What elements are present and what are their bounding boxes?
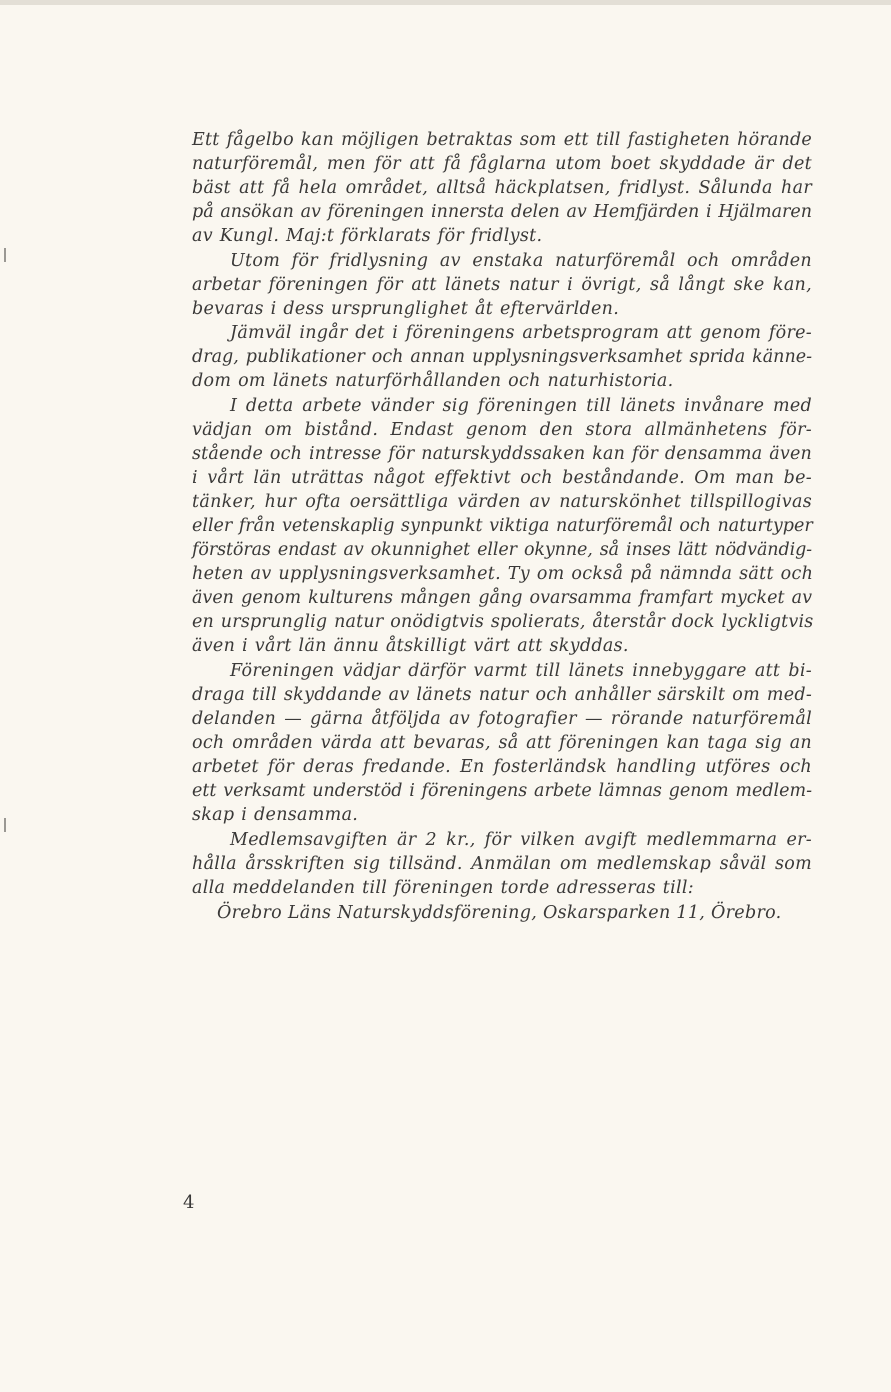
text-line: naturföremål, men för att få fåglarna utom boet skyddade är det — [192, 154, 812, 174]
text-line: av Kungl. Maj:t förklarats för fridlyst. — [192, 226, 543, 246]
text-line: skap i densamma. — [192, 805, 359, 825]
paragraph-start-line: Föreningen vädjar därför varmt till länets innebyggare att bi- — [230, 661, 812, 681]
paragraph-start-line: I detta arbete vänder sig föreningen till länets invånare med — [230, 396, 812, 416]
text-line: även genom kulturens mången gång ovarsamma framfart mycket av — [192, 588, 812, 608]
text-line: tänker, hur ofta oersättliga värden av naturskönhet tillspillogivas — [192, 492, 812, 512]
text-line: förstöras endast av okunnighet eller okynne, så inses lätt nödvändig- — [192, 540, 812, 560]
margin-mark — [4, 818, 6, 832]
text-line: en ursprunglig natur onödigtvis spolierats, återstår dock lyckligtvis — [192, 612, 814, 632]
text-line: draga till skyddande av länets natur och anhåller särskilt om med- — [192, 685, 813, 705]
text-line: eller från vetenskaplig synpunkt viktiga naturföremål och naturtyper — [192, 516, 813, 536]
paragraph-start-line: Medlemsavgiften är 2 kr., för vilken avgift medlemmarna er- — [230, 830, 812, 850]
text-line: och områden värda att bevaras, så att föreningen kan taga sig an — [192, 733, 812, 753]
text-line: även i vårt län ännu åtskilligt värt att skyddas. — [192, 636, 629, 656]
text-line: arbetar föreningen för att länets natur i övrigt, så långt ske kan, — [192, 275, 812, 295]
text-line: vädjan om bistånd. Endast genom den stora allmänhetens för- — [192, 420, 812, 440]
text-line: delanden — gärna åtföljda av fotografier — rörande naturföremål — [192, 709, 812, 729]
text-line: Ett fågelbo kan möjligen betraktas som ett till fastigheten hörande — [192, 130, 812, 150]
page-number: 4 — [183, 1192, 195, 1213]
text-line: stående och intresse för naturskyddssaken kan för densamma även — [192, 444, 812, 464]
text-line: dom om länets naturförhållanden och naturhistoria. — [192, 371, 674, 391]
text-line: drag, publikationer och annan upplysningsverksamhet sprida känne- — [192, 347, 812, 367]
text-line: på ansökan av föreningen innersta delen av Hemfjärden i Hjälmaren — [192, 202, 812, 222]
margin-mark — [4, 248, 6, 262]
text-line: ett verksamt understöd i föreningens arbete lämnas genom medlem- — [192, 781, 812, 801]
text-line: bäst att få hela området, alltså häckplatsen, fridlyst. Sålunda har — [192, 178, 812, 198]
society-address: Örebro Läns Naturskyddsförening, Oskarsparken 11, Örebro. — [217, 903, 782, 923]
paragraph-start-line: Jämväl ingår det i föreningens arbetsprogram att genom före- — [230, 323, 812, 343]
text-line: heten av upplysningsverksamhet. Ty om också på nämnda sätt och — [192, 564, 814, 584]
paragraph-start-line: Utom för fridlysning av enstaka naturföremål och områden — [230, 251, 812, 271]
text-line: bevaras i dess ursprunglighet åt eftervärlden. — [192, 299, 620, 319]
page-top-edge — [0, 0, 891, 5]
text-line: hålla årsskriften sig tillsänd. Anmälan om medlemskap såväl som — [192, 854, 812, 874]
text-line: arbetet för deras fredande. En fosterländsk handling utföres och — [192, 757, 812, 777]
text-line: i vårt län uträttas något effektivt och beståndande. Om man be- — [192, 468, 812, 488]
text-line: alla meddelanden till föreningen torde adresseras till: — [192, 878, 694, 898]
